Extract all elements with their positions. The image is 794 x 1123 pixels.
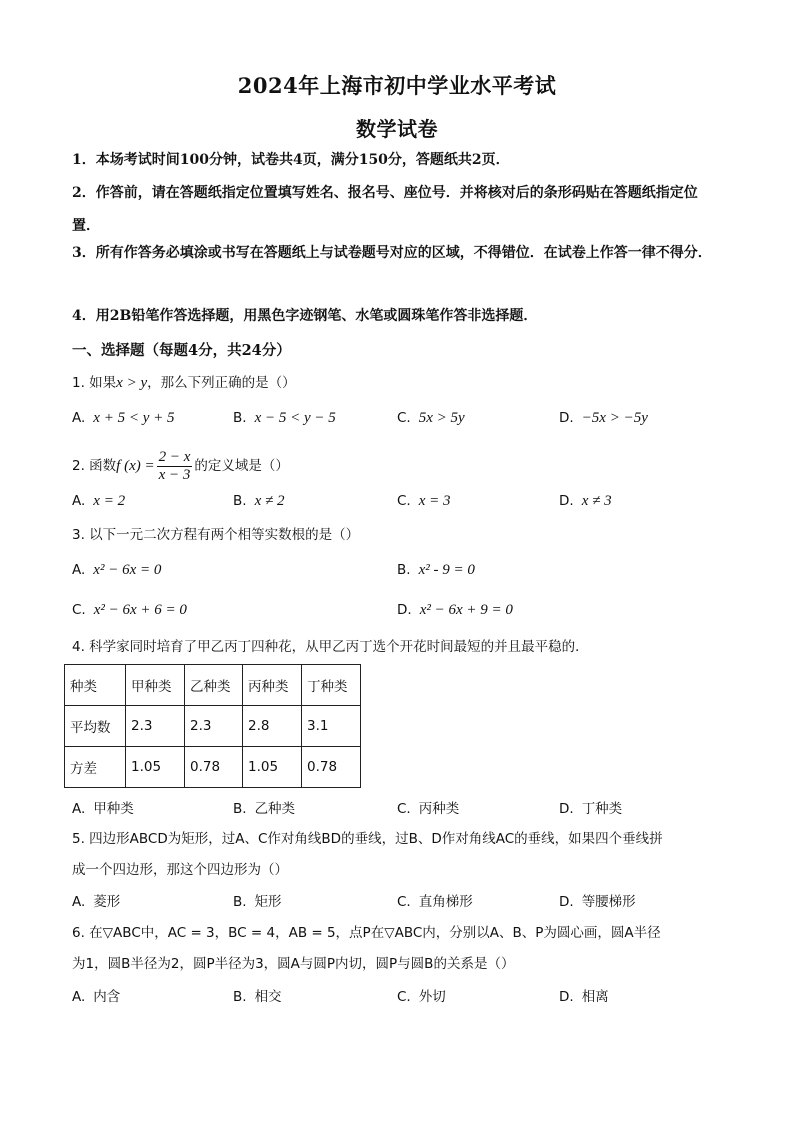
q6-option-a[interactable] (72, 985, 120, 1005)
q6-option-d[interactable] (559, 985, 609, 1005)
table-cell: 1.05 (126, 747, 185, 788)
option-label: D. (559, 894, 574, 910)
q1-option-c[interactable] (397, 410, 465, 427)
option-label: D. (559, 410, 574, 426)
option-text: −5x > −5y (581, 410, 648, 426)
option-label: D. (559, 493, 574, 509)
q2-suffix: 的定义域是（） (194, 458, 289, 474)
q1-prefix: 1. 如果 (72, 375, 117, 391)
q5-option-d[interactable] (559, 890, 636, 910)
option-label: B. (233, 989, 247, 1005)
option-label: B. (397, 562, 411, 578)
question-5 (72, 824, 724, 886)
option-label: A. (72, 410, 86, 426)
option-text: x ≠ 3 (581, 493, 612, 509)
q5-option-b[interactable] (233, 890, 282, 910)
table-cell: 方差 (65, 747, 126, 788)
option-label: B. (233, 894, 247, 910)
option-text: 菱形 (93, 894, 121, 910)
q6-line-1: 6. 在▽ABC中，AC = 3，BC = 4，AB = 5，点P在▽ABC内，分别以A、B、P为圆心画，圆A半径 (72, 925, 661, 941)
table-cell: 平均数 (65, 706, 126, 747)
q4-option-c[interactable] (397, 797, 459, 817)
q1-option-a[interactable] (72, 410, 174, 427)
question-6 (72, 918, 724, 980)
table-cell: 3.1 (302, 706, 361, 747)
option-label: B. (233, 410, 247, 426)
option-label: C. (72, 602, 86, 618)
q6-line-2: 为1，圆B半径为2，圆P半径为3，圆A与圆P内切，圆P与圆B的关系是（） (72, 956, 515, 972)
q5-line-2: 成一个四边形，那这个四边形为（） (72, 862, 288, 878)
exam-title: 2024年上海市初中学业水平考试 (237, 73, 557, 98)
table-cell: 0.78 (185, 747, 243, 788)
option-label: A. (72, 493, 86, 509)
table-header-cell: 丁种类 (302, 665, 361, 706)
option-label: C. (397, 989, 411, 1005)
q1-suffix: ，那么下列正确的是（） (147, 375, 296, 391)
flower-data-table (64, 664, 361, 788)
table-header-cell: 甲种类 (126, 665, 185, 706)
table-cell: 2.3 (185, 706, 243, 747)
q2-numerator: 2 − x (158, 448, 191, 465)
option-text: 外切 (418, 989, 446, 1005)
option-label: D. (559, 801, 574, 817)
question-3: 3. 以下一元二次方程有两个相等实数根的是（） (72, 527, 360, 543)
q2-function: f (x) = (116, 458, 155, 474)
q5-option-c[interactable] (397, 890, 473, 910)
option-text: 矩形 (254, 894, 282, 910)
option-label: C. (397, 410, 411, 426)
option-label: C. (397, 801, 411, 817)
option-text: x² - 9 = 0 (418, 562, 475, 578)
option-text: 乙种类 (254, 801, 296, 817)
table-cell: 2.3 (126, 706, 185, 747)
table-header-cell: 丙种类 (243, 665, 302, 706)
q1-options (72, 410, 724, 434)
option-text: x = 3 (418, 493, 451, 509)
q2-fraction (157, 449, 193, 484)
option-text: 相交 (254, 989, 282, 1005)
q2-option-a[interactable] (72, 493, 125, 510)
q5-option-a[interactable] (72, 890, 120, 910)
q3-option-d[interactable] (397, 602, 513, 619)
q6-options (72, 985, 724, 1009)
option-text: 等腰梯形 (581, 894, 636, 910)
instruction-2: 2．作答前，请在答题纸指定位置填写姓名、报名号、座位号．并将核对后的条形码贴在答题纸指定位置． (72, 185, 698, 234)
q2-denominator: x − 3 (158, 466, 191, 483)
option-label: A. (72, 894, 86, 910)
question-2 (72, 446, 724, 486)
option-label: B. (233, 493, 247, 509)
q6-option-c[interactable] (397, 985, 446, 1005)
q3-option-c[interactable] (72, 602, 187, 619)
option-text: x − 5 < y − 5 (254, 410, 336, 426)
option-text: x = 2 (93, 493, 126, 509)
exam-subtitle: 数学试卷 (356, 117, 438, 141)
table-header-cell: 乙种类 (185, 665, 243, 706)
option-label: C. (397, 894, 411, 910)
q3-options-row1 (72, 562, 724, 586)
option-text: 5x > 5y (418, 410, 465, 426)
q3-option-a[interactable] (72, 562, 161, 579)
option-text: x ≠ 2 (254, 493, 285, 509)
option-text: 直角梯形 (418, 894, 473, 910)
q1-condition: x > y (116, 375, 148, 391)
q4-options (72, 797, 724, 821)
question-1 (72, 368, 724, 399)
q3-options-row2 (72, 602, 724, 626)
option-label: A. (72, 801, 86, 817)
q4-option-d[interactable] (559, 797, 622, 817)
q1-option-b[interactable] (233, 410, 336, 427)
option-text: 丙种类 (418, 801, 460, 817)
table-row (65, 747, 361, 788)
section-heading: 一、选择题（每题4分，共24分） (72, 342, 291, 359)
table-cell: 0.78 (302, 747, 361, 788)
q2-option-c[interactable] (397, 493, 451, 510)
q5-line-1: 5. 四边形ABCD为矩形，过A、C作对角线BD的垂线，过B、D作对角线AC的垂线，如果四个垂线拼 (72, 831, 663, 847)
option-text: x + 5 < y + 5 (93, 410, 175, 426)
instruction-4: 4．用2B铅笔作答选择题，用黑色字迹钢笔、水笔或圆珠笔作答非选择题． (72, 308, 538, 324)
option-text: 丁种类 (581, 801, 623, 817)
option-text: x² − 6x + 6 = 0 (93, 602, 187, 618)
option-text: 相离 (581, 989, 609, 1005)
option-label: C. (397, 493, 411, 509)
q2-options (72, 493, 724, 517)
table-row (65, 706, 361, 747)
option-label: D. (559, 989, 574, 1005)
table-header-cell: 种类 (65, 665, 126, 706)
q3-option-b[interactable] (397, 562, 475, 579)
q5-options (72, 890, 724, 914)
option-text: x² − 6x = 0 (93, 562, 162, 578)
q6-option-b[interactable] (233, 985, 282, 1005)
q2-option-b[interactable] (233, 493, 284, 510)
option-label: D. (397, 602, 412, 618)
q2-prefix: 2. 函数 (72, 458, 117, 474)
option-label: A. (72, 562, 86, 578)
q1-option-d[interactable] (559, 410, 648, 427)
option-label: B. (233, 801, 247, 817)
option-label: A. (72, 989, 86, 1005)
q4-option-a[interactable] (72, 797, 134, 817)
option-text: 内含 (93, 989, 121, 1005)
option-text: x² − 6x + 9 = 0 (419, 602, 513, 618)
q4-option-b[interactable] (233, 797, 295, 817)
table-cell: 1.05 (243, 747, 302, 788)
instruction-3: 3．所有作答务必填涂或书写在答题纸上与试卷题号对应的区域，不得错位．在试卷上作答一律不得分． (72, 245, 712, 261)
table-header-row (65, 665, 361, 706)
instruction-1: 1．本场考试时间100分钟，试卷共4页，满分150分，答题纸共2页． (72, 152, 510, 168)
table-cell: 2.8 (243, 706, 302, 747)
option-text: 甲种类 (93, 801, 134, 817)
question-4: 4. 科学家同时培育了甲乙丙丁四种花，从甲乙丙丁选个开花时间最短的并且最平稳的． (72, 639, 589, 655)
q2-option-d[interactable] (559, 493, 612, 510)
